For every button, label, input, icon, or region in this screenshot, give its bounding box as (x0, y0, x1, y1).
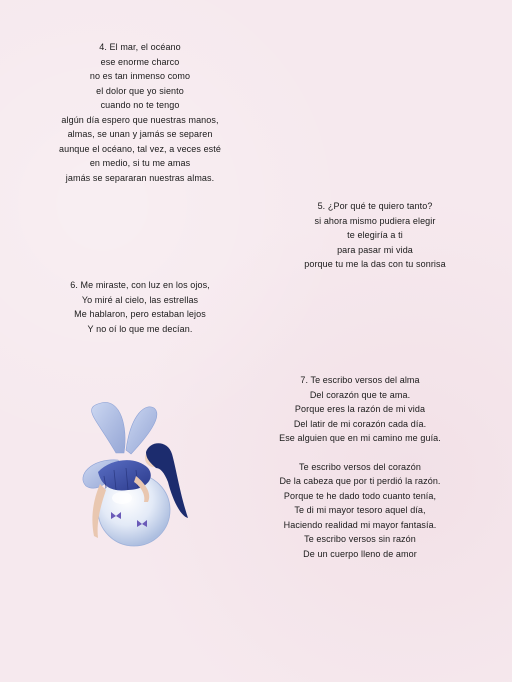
poem-line: 6. Me miraste, con luz en los ojos, (70, 280, 210, 290)
poem-4 (20, 40, 260, 185)
poem-line: Ese alguien que en mi camino me guía. (279, 433, 441, 443)
poem-7 (235, 373, 485, 561)
poem-line: 7. Te escribo versos del alma (300, 375, 420, 385)
poem-line: Del corazón que te ama. (309, 389, 411, 400)
poem-line: Porque te he dado todo cuanto tenía, (283, 490, 437, 501)
poem-line: te elegiría a ti (347, 230, 403, 240)
poem-line: para pasar mi vida (337, 244, 413, 255)
poem-line: jamás se separaran nuestras almas. (65, 172, 215, 183)
poem-line: el dolor que yo siento (96, 85, 184, 96)
poem-line: no es tan inmenso como (89, 71, 191, 81)
poem-line: 5. ¿Por qué te quiero tanto? (317, 201, 433, 211)
poem-line: De la cabeza que por ti perdió la razón. (279, 476, 441, 486)
wing-shape (92, 402, 126, 453)
poem-6 (20, 278, 260, 336)
poem-line: Yo miré al cielo, las estrellas (81, 294, 199, 305)
poem-line: 4. El mar, el océano (99, 42, 181, 52)
poem-line: en medio, si tu me amas (89, 158, 191, 168)
poem-line: Me hablaron, pero estaban lejos (74, 309, 206, 319)
poem-line: aunque el océano, tal vez, a veces esté (58, 143, 221, 154)
poem-line: cuando no te tengo (100, 100, 180, 110)
poem-line: si ahora mismo pudiera elegir (314, 215, 436, 226)
poem-line: porque tu me la das con tu sonrisa (304, 259, 446, 269)
fairy-on-orb-illustration (76, 398, 196, 588)
poem-line: algún día espero que nuestras manos, (61, 114, 219, 125)
poem-line: Del latir de mi corazón cada día. (293, 418, 427, 429)
poem-line: Te escribo versos sin razón (304, 534, 416, 544)
poem-5 (260, 199, 490, 272)
poem-line: Haciendo realidad mi mayor fantasía. (283, 519, 437, 530)
poem-line: almas, se unan y jamás se separen (67, 129, 213, 139)
poem-line: De un cuerpo lleno de amor (303, 548, 417, 559)
poem-line: Te escribo versos del corazón (299, 461, 421, 472)
poem-line: Porque eres la razón de mi vida (294, 404, 426, 414)
poem-line: Te di mi mayor tesoro aquel día, (294, 505, 426, 515)
poem-line: ese enorme charco (100, 56, 180, 67)
stanza-gap (235, 446, 485, 460)
poem-line: Y no oí lo que me decían. (87, 323, 193, 334)
